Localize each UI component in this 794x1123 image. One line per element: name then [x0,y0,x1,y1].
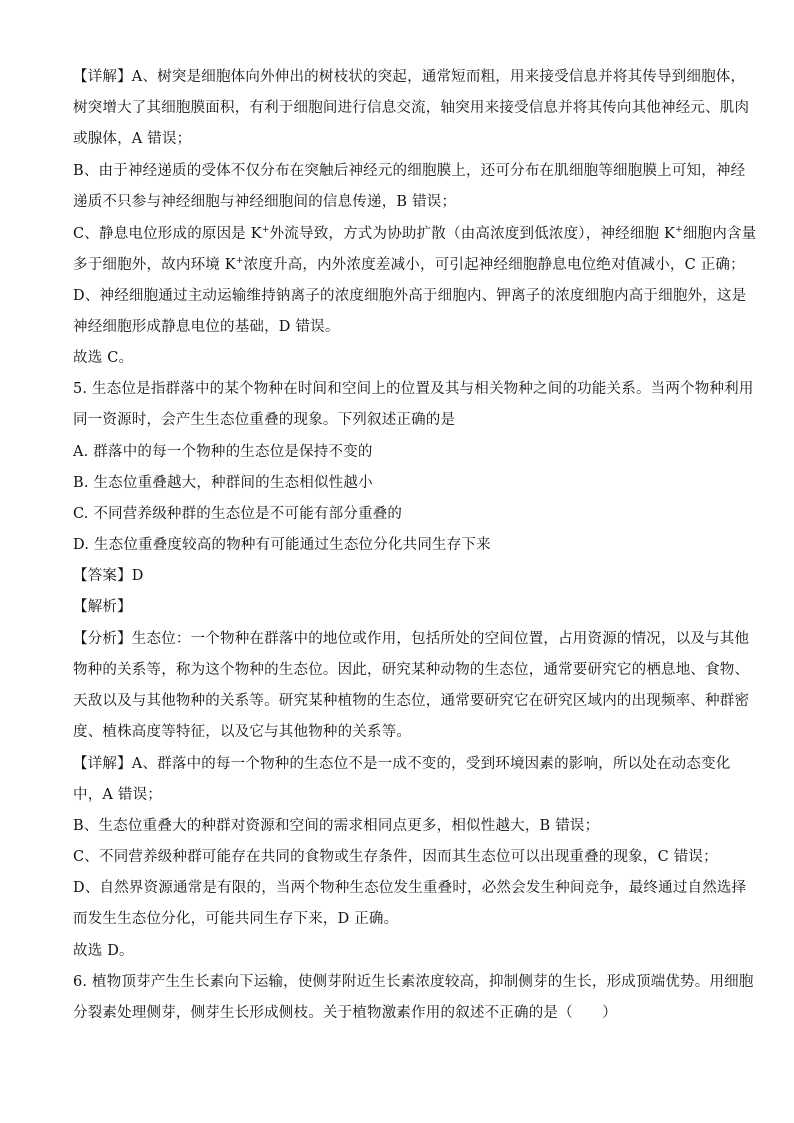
text-line: 物种的关系等，称为这个物种的生态位。因此，研究某种动物的生态位，通常要研究它的栖息地、食物、 [73,662,750,678]
text-span: 细胞内含量 [682,226,757,242]
superscript: + [235,256,244,267]
text-line: 故选 C。 [73,350,134,366]
option-a: A. 群落中的每一个物种的生态位是保持不变的 [73,444,373,460]
question-stem: 同一资源时，会产生生态位重叠的现象。下列叙述正确的是 [73,412,456,428]
text-line: D、自然界资源通常是有限的，当两个物种生态位发生重叠时，必然会发生种间竞争，最终通过自然选择 [73,880,747,896]
text-line: B、生态位重叠大的种群对资源和空间的需求相同点更多，相似性越大，B 错误； [73,818,600,834]
text-line [73,255,745,275]
text-line: D、神经细胞通过主动运输维持钠离子的浓度细胞外高于细胞内、钾离子的浓度细胞内高于细胞外，这是 [73,288,747,304]
analysis-heading: 【解析】 [73,599,132,615]
text-line: 递质不只参与神经细胞与神经细胞间的信息传递，B 错误； [73,194,457,210]
text-line: 神经细胞形成静息电位的基础，D 错误。 [73,319,340,335]
text-line: B、由于神经递质的受体不仅分布在突触后神经元的细胞膜上，还可分布在肌细胞等细胞膜上可知，神经 [73,163,746,179]
question-stem: 分裂素处理侧芽，侧芽生长形成侧枝。关于植物激素作用的叙述不正确的是（ ） [73,1005,617,1021]
text-span: C、静息电位形成的原因是 K [73,226,262,242]
answer-line: 【答案】D [73,568,144,584]
text-line: 天敌以及与其他物种的关系等。研究某种植物的生态位，通常要研究它在研究区域内的出现频率、种群密 [73,693,750,709]
text-line [73,224,757,244]
option-b: B. 生态位重叠越大，种群间的生态相似性越小 [73,475,373,491]
text-line: 或腺体，A 错误； [73,131,192,147]
text-span: 浓度升高，内外浓度差减小，可引起神经细胞静息电位绝对值减小，C 正确； [243,257,745,273]
superscript: + [675,225,683,236]
text-span: 外流导致，方式为协助扩散（由高浓度到低浓度），神经细胞 K [269,226,676,242]
text-line: 【详解】A、群落中的每一个物种的生态位不是一成不变的，受到环境因素的影响，所以处在动态变化 [73,756,731,772]
question-stem: 5. 生态位是指群落中的某个物种在时间和空间上的位置及其与相关物种之间的功能关系。当两个物种利用 [73,381,754,397]
text-line: C、不同营养级种群可能存在共同的食物或生存条件，因而其生态位可以出现重叠的现象，C 错误； [73,849,718,865]
text-line: 中，A 错误； [73,787,162,803]
option-c: C. 不同营养级种群的生态位是不可能有部分重叠的 [73,506,403,522]
text-line: 树突增大了其细胞膜面积，有利于细胞间进行信息交流，轴突用来接受信息并将其传向其他神经元、肌肉 [73,100,750,116]
text-line: 度、植株高度等特征，以及它与其他物种的关系等。 [73,724,412,740]
text-line: 故选 D。 [73,943,134,959]
question-stem: 6. 植物顶芽产生生长素向下运输，使侧芽附近生长素浓度较高，抑制侧芽的生长，形成顶端优势。用细胞 [73,974,754,990]
text-line: 【详解】A、树突是细胞体向外伸出的树枝状的突起，通常短而粗，用来接受信息并将其传导到细胞体， [73,69,746,85]
text-line: 而发生生态位分化，可能共同生存下来，D 正确。 [73,911,399,927]
superscript: + [261,225,270,236]
text-line: 【分析】生态位：一个物种在群落中的地位或作用，包括所处的空间位置，占用资源的情况，以及与其他 [73,631,750,647]
option-d: D. 生态位重叠度较高的物种有可能通过生态位分化共同生存下来 [73,537,491,553]
text-span: 多于细胞外，故内环境 K [73,257,236,273]
